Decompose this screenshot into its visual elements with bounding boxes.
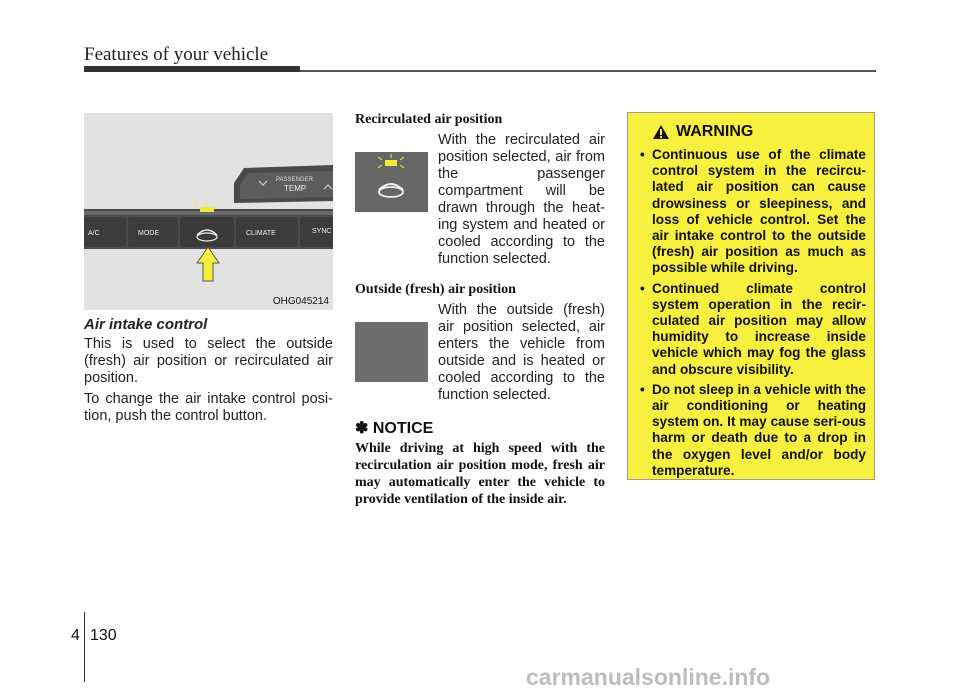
warning-item: • Do not sleep in a vehicle with the air conditioning or heating system on. It may cause seri-ous harm or death due to a drop in the oxygen level and/or body temperature.: [640, 382, 866, 479]
page-header-title: Features of your vehicle: [84, 44, 269, 65]
warning-item: • Continuous use of the climate control system in the recircu-lated air position can cause drowsiness or sleepiness, and loss of vehicle control. Set the air intake control to the outside (fresh) air position as much as possible while driving.: [640, 147, 866, 277]
outside-subheading: Outside (fresh) air position: [355, 282, 516, 297]
warning-item: • Continued climate control system operation in the recir-culated air position may allow humidity to increase inside vehicle which may fog the glass and obscure visibility.: [640, 281, 866, 378]
header-rule-thin: [300, 70, 876, 72]
warning-box: [627, 112, 875, 480]
instruction-paragraph: To change the air intake control posi-tion, push the control button.: [84, 391, 333, 424]
outside-button-image: [355, 322, 428, 382]
recirc-row: [355, 132, 605, 268]
outside-description: With the outside (fresh) air position selected, air enters the vehicle from outside and is heated or cooled according to the function selected.: [438, 302, 605, 403]
passenger-label: PASSENGER: [276, 177, 313, 183]
climate-panel-illustration: [84, 113, 333, 310]
mode-label: MODE: [138, 230, 159, 237]
climate-control-figure: [84, 113, 333, 310]
recirc-car-icon: [355, 152, 428, 212]
intro-paragraph: This is used to select the outside (fresh) air position or recirculated air position.: [84, 336, 333, 386]
warning-triangle-icon: [652, 124, 670, 140]
warning-header: [652, 123, 866, 141]
recirc-subheading: Recirculated air position: [355, 112, 503, 127]
footer-divider: [84, 612, 85, 682]
temp-label: TEMP: [284, 184, 307, 193]
ac-label: A/C: [88, 230, 100, 237]
page-number: 130: [90, 627, 117, 644]
recirc-button-image: [355, 152, 428, 212]
sync-label: SYNC: [312, 228, 332, 235]
outside-row: [355, 302, 605, 404]
section-heading: Air intake control: [84, 316, 208, 333]
notice-body: While driving at high speed with the recirculation air position mode, fresh air may automatically enter the vehicle to provide ventilation of the inside air.: [355, 441, 605, 507]
figure-code: OHG045214: [272, 296, 329, 307]
warning-title: WARNING: [676, 123, 754, 140]
climate-label: CLIMATE: [246, 230, 276, 237]
recirc-description: With the recirculated air position selected, air from the passenger compartment will be drawn through the heat-ing system and heated or cooled according to the function selected.: [438, 132, 605, 267]
section-number: 4: [71, 627, 80, 644]
header-rule-thick: [84, 66, 300, 72]
left-column: [84, 316, 333, 429]
notice-title: ✽ NOTICE: [355, 420, 434, 437]
middle-column: [355, 112, 605, 508]
watermark: carmanualsonline.info: [526, 664, 771, 690]
warning-list: [640, 147, 866, 479]
